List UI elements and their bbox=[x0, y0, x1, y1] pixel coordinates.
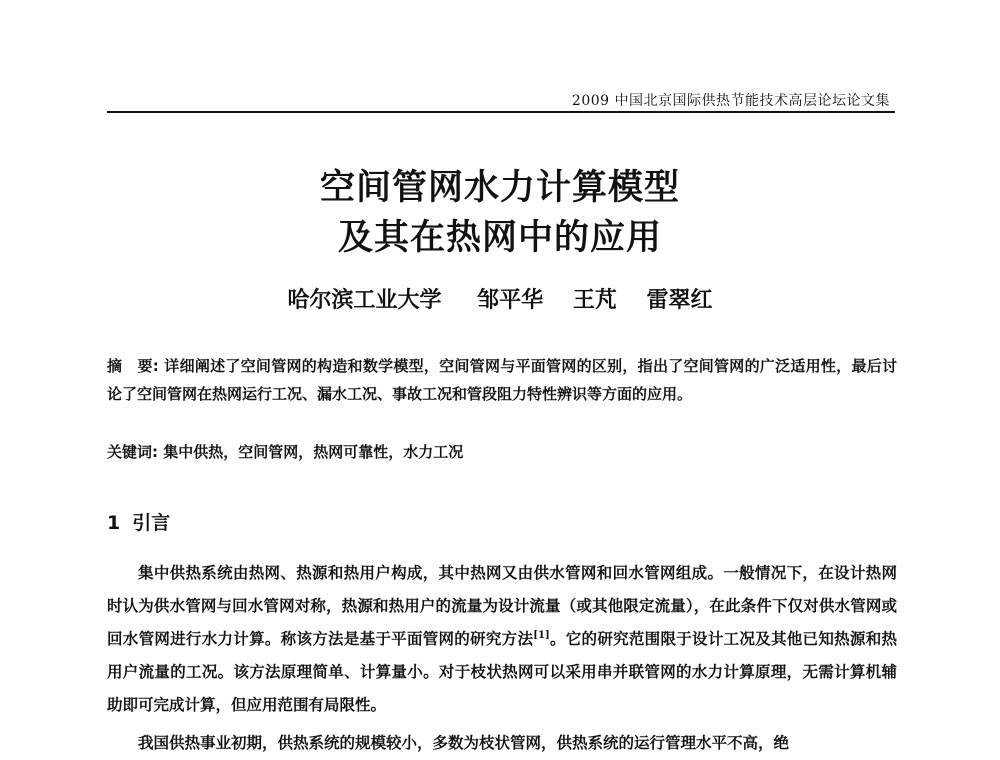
author-affiliation: 哈尔滨工业大学 bbox=[287, 287, 442, 313]
citation-reference: [1] bbox=[533, 629, 550, 641]
paragraph-text: 我国供热事业初期，供热系统的规模较小，多数为枝状管网，供热系统的运行管理水平不高，绝 bbox=[138, 733, 790, 752]
author-name: 邹平华 bbox=[477, 287, 544, 313]
body-paragraph bbox=[107, 556, 897, 721]
running-header: 2009 中国北京国际供热节能技术高层论坛论文集 bbox=[571, 93, 890, 109]
keywords-text: 集中供热，空间管网，热网可靠性，水力工况 bbox=[158, 443, 464, 461]
abstract-label: 摘 要: bbox=[107, 357, 159, 375]
header-rule bbox=[107, 111, 895, 113]
section-heading bbox=[107, 508, 170, 535]
authors-line bbox=[0, 283, 1000, 314]
abstract-text: 详细阐述了空间管网的构造和数学模型，空间管网与平面管网的区别，指出了空间管网的广泛适用性，最后讨论了空间管网在热网运行工况、漏水工况、事故工况和管段阻力特性辨识等方面的应用。 bbox=[107, 357, 897, 403]
body-paragraph bbox=[107, 726, 897, 759]
section-title: 引言 bbox=[132, 512, 171, 534]
keywords-label: 关键词: bbox=[107, 443, 158, 461]
section-number: 1 bbox=[107, 512, 121, 534]
abstract bbox=[107, 352, 897, 408]
paragraph-text: 。它的研究范围限于设计工况及其他已知热源和热用户流量的工况。该方法原理简单、计算量小。对于枝状热网可以采用串并联管网的水力计算原理，无需计算机辅助即可完成计算，但应用范围有局限性。 bbox=[107, 629, 897, 714]
paper-title-line-2: 及其在热网中的应用 bbox=[337, 218, 662, 258]
paper-title-line-1: 空间管网水力计算模型 bbox=[319, 168, 680, 208]
paragraph-text: 集中供热系统由热网、热源和热用户构成，其中热网又由供水管网和回水管网组成。一般情况下，在设计热网时认为供水管网与回水管网对称，热源和热用户的流量为设计流量（或其他限定流量），在此条件下仅对供水管网或回水管网进行水力计算。称该方法是基于平面管网的研究方法 bbox=[107, 563, 897, 648]
author-name: 雷翠红 bbox=[646, 287, 713, 313]
author-name: 王芃 bbox=[572, 287, 617, 313]
keywords bbox=[107, 438, 897, 466]
